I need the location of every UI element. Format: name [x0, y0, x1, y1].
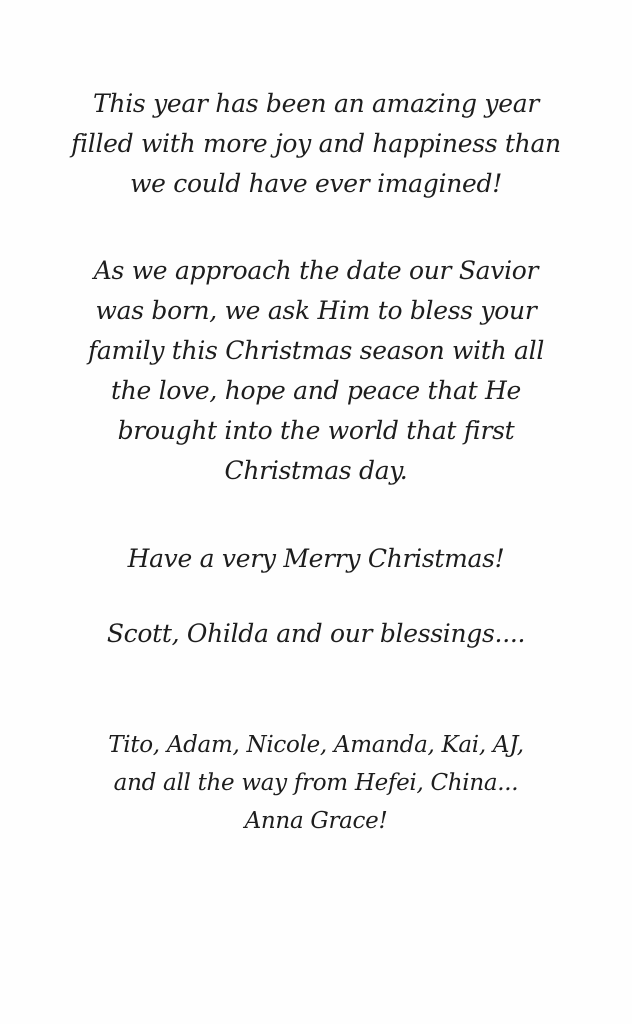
names-line: Anna Grace!: [244, 808, 388, 834]
paragraph-line: we could have ever imagined!: [130, 169, 502, 198]
names-line: and all the way from Hefei, China...: [113, 770, 519, 796]
signature-text: Scott, Ohilda and our blessings....: [106, 619, 526, 648]
paragraph-line: was born, we ask Him to bless your: [95, 296, 537, 325]
greeting-line: [40, 539, 592, 579]
opening-paragraph: [40, 84, 592, 204]
paragraph-line: filled with more joy and happiness than: [71, 129, 561, 158]
greeting-text: Have a very Merry Christmas!: [127, 544, 505, 573]
names-line: Tito, Adam, Nicole, Amanda, Kai, AJ,: [108, 732, 524, 758]
paragraph-line: family this Christmas season with all: [87, 336, 545, 365]
signature-line: [40, 614, 592, 654]
paragraph-line: This year has been an amazing year: [93, 89, 539, 118]
blessing-paragraph: [40, 251, 592, 491]
paragraph-line: the love, hope and peace that He: [110, 376, 522, 405]
children-names: [40, 726, 592, 840]
paragraph-line: As we approach the date our Savior: [93, 256, 539, 285]
paragraph-line: brought into the world that first: [117, 416, 515, 445]
paragraph-line: Christmas day.: [224, 456, 408, 485]
